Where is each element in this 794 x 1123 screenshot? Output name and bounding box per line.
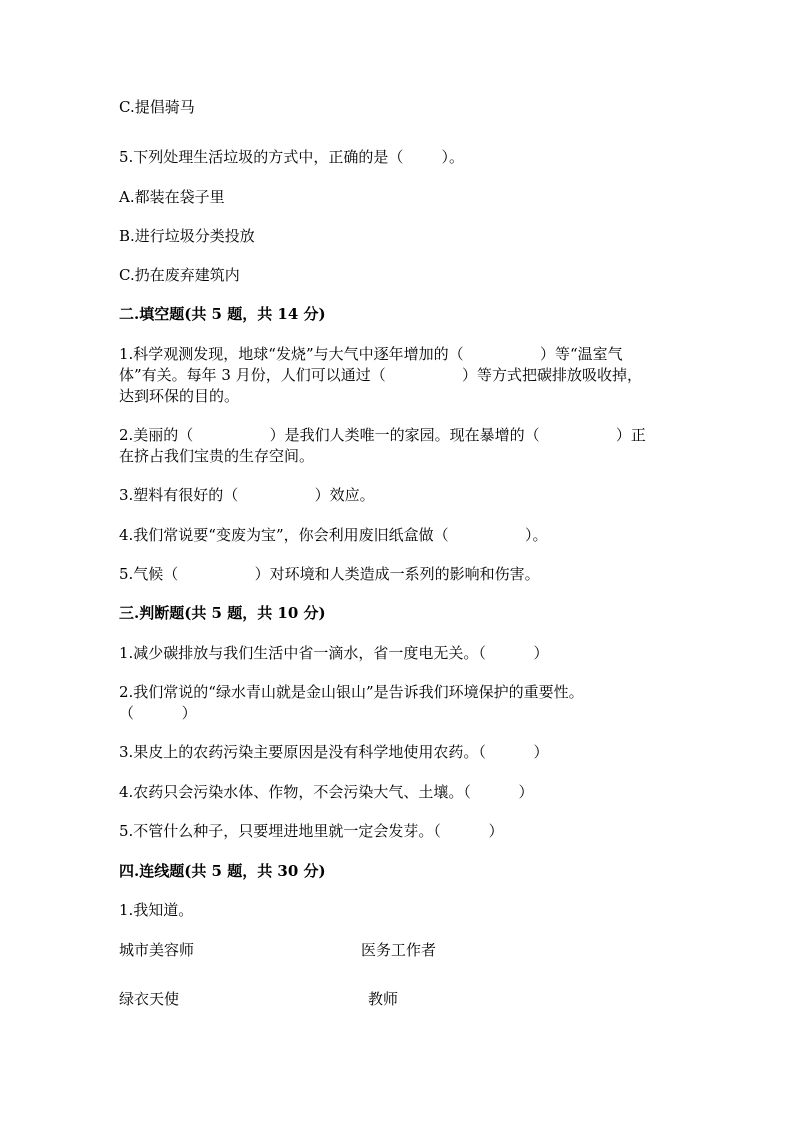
q4-option-c: C.提倡骑马 <box>119 98 195 116</box>
judge-q1: 1.减少碳排放与我们生活中省一滴水，省一度电无关。（ ） <box>119 644 549 662</box>
q5-option-c: C.扔在废弃建筑内 <box>119 266 240 284</box>
section-3-heading: 三.判断题(共 5 题，共 10 分) <box>119 604 326 622</box>
judge-q2-line1: 2.我们常说的“绿水青山就是金山银山”是告诉我们环境保护的重要性。 <box>119 683 584 701</box>
match-right-item-2: 教师 <box>368 990 399 1008</box>
match-q1: 1.我知道。 <box>119 901 194 919</box>
fill-q1-line2: 体”有关。每年 3 月份，人们可以通过（ ）等方式把碳排放吸收掉， <box>119 366 643 384</box>
section-2-heading: 二.填空题(共 5 题，共 14 分) <box>119 305 326 323</box>
section-4-heading: 四.连线题(共 5 题，共 30 分) <box>119 862 326 880</box>
fill-q2-line2: 在挤占我们宝贵的生存空间。 <box>119 447 315 465</box>
q5-option-b: B.进行垃圾分类投放 <box>119 227 255 245</box>
fill-q5: 5.气候（ ）对环境和人类造成一系列的影响和伤害。 <box>119 565 540 583</box>
fill-q1-line3: 达到环保的目的。 <box>119 387 240 405</box>
judge-q2-line2: （ ） <box>119 704 197 722</box>
q5-option-a: A.都装在袋子里 <box>119 188 225 206</box>
match-left-item-1: 城市美容师 <box>119 941 195 959</box>
judge-q4: 4.农药只会污染水体、作物，不会污染大气、土壤。（ ） <box>119 783 534 801</box>
fill-q1-line1: 1.科学观测发现，地球“发烧”与大气中逐年增加的（ ）等“温室气 <box>119 345 623 363</box>
fill-q3: 3.塑料有很好的（ ）效应。 <box>119 486 375 504</box>
match-left-item-2: 绿衣天使 <box>119 990 180 1008</box>
match-right-item-1: 医务工作者 <box>361 941 437 959</box>
q5-stem: 5.下列处理生活垃圾的方式中，正确的是（ ）。 <box>119 148 464 166</box>
fill-q4: 4.我们常说要“变废为宝”，你会利用废旧纸盒做（ ）。 <box>119 526 548 544</box>
judge-q3: 3.果皮上的农药污染主要原因是没有科学地使用农药。（ ） <box>119 743 549 761</box>
fill-q2-line1: 2.美丽的（ ）是我们人类唯一的家园。现在暴增的（ ）正 <box>119 426 646 444</box>
judge-q5: 5.不管什么种子，只要埋进地里就一定会发芽。（ ） <box>119 822 504 840</box>
